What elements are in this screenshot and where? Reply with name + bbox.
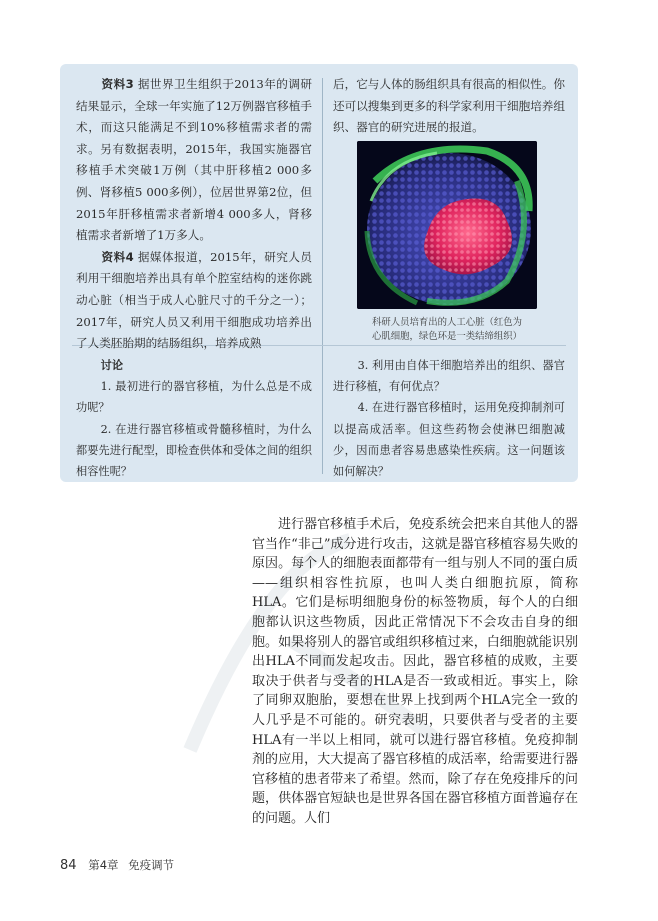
discussion-right <box>333 355 565 482</box>
figure-caption <box>357 316 537 343</box>
figure-caption-line-1: 科研人员培育出的人工心脏（红色为 <box>371 317 522 328</box>
material-left-column <box>76 74 312 355</box>
material-right-column <box>333 74 565 139</box>
discussion-question-3: 3. 利用由自体干细胞培养出的组织、器官进行移植，有何优点？ <box>333 359 565 394</box>
chapter-label: 第4章 <box>88 858 119 872</box>
discussion-title: 讨论 <box>100 359 124 372</box>
material-4-continued: 后，它与人体的肠组织具有很高的相似性。你还可以搜集到更多的科学家利用干细胞培养组织、器官的研究进展的报道。 <box>333 77 565 135</box>
material-3 <box>76 74 312 247</box>
discussion-question-4: 4. 在进行器官移植时，运用免疫抑制剂可以提高成活率。但这些药物会使淋巴细胞减少，因而患者容易患感染性疾病。这一问题该如何解决？ <box>333 401 565 479</box>
artificial-heart-illustration <box>357 141 537 309</box>
discussion-left <box>76 355 312 482</box>
page-footer <box>60 857 174 873</box>
body-paragraph: 进行器官移植手术后，免疫系统会把来自其他人的器官当作“非己”成分进行攻击，这就是器官移植容易失败的原因。每个人的细胞表面都带有一组与别人不同的蛋白质——组织相容性抗原，也叫人类白细胞抗原，简称HLA。它们是标明细胞身份的标签物质，每个人的白细胞都认识这些物质，因此正常情况下不会攻击自身的细胞。如果将别人的器官或组织移植过来，白细胞就能识别出HLA不同而发起攻击。因此，器官移植的成败，主要取决于供者与受者的HLA是否一致或相近。事实上，除了同卵双胞胎，要想在世界上找到两个HLA完全一致的人几乎是不可能的。研究表明，只要供者与受者的主要HLA有一半以上相同，就可以进行器官移植。免疫抑制剂的应用，大大提高了器官移植的成活率，给需要进行器官移植的患者带来了希望。然而，除了存在免疫排斥的问题，供体器官短缺也是世界各国在器官移植方面普遍存在的问题。人们 <box>252 517 578 826</box>
material-3-text: 据世界卫生组织于2013年的调研结果显示，全球一年实施了12万例器官移植手术，而这只能满足不到10%移植需求者的需求。另有数据表明，2015年，我国实施器官移植手术突破1万例（其中肝移植2 000多例、肾移植5 000多例），位居世界第2位，但2015年肝移植需求者新增4 000多人，肾移植需求者新增了1万多人。 <box>76 77 313 243</box>
chapter-title: 免疫调节 <box>128 858 175 872</box>
material-3-label: 资料3 <box>101 77 134 91</box>
body-text <box>252 515 578 829</box>
material-4-label: 资料4 <box>101 249 134 264</box>
material-4-text: 据媒体报道，2015年，研究人员利用干细胞培养出具有单个腔室结构的迷你跳动心脏（相当于成人心脏尺寸的千分之一）；2017年，研究人员又利用干细胞成功培养出了人类胚胎期的结肠组织，培养成熟 <box>76 249 313 351</box>
column-divider <box>322 78 323 474</box>
artificial-heart-image <box>357 141 537 309</box>
figure-caption-line-2: 心肌细胞，绿色环是一类结缔组织） <box>371 330 522 342</box>
discussion-question-1: 1. 最初进行的器官移植，为什么总是不成功呢？ <box>76 380 312 415</box>
discussion-question-2: 2. 在进行器官移植或骨髓移植时，为什么都要先进行配型，即检查供体和受体之间的组织相容性呢？ <box>76 422 312 479</box>
page-number: 84 <box>60 858 77 873</box>
material-4 <box>76 247 312 355</box>
